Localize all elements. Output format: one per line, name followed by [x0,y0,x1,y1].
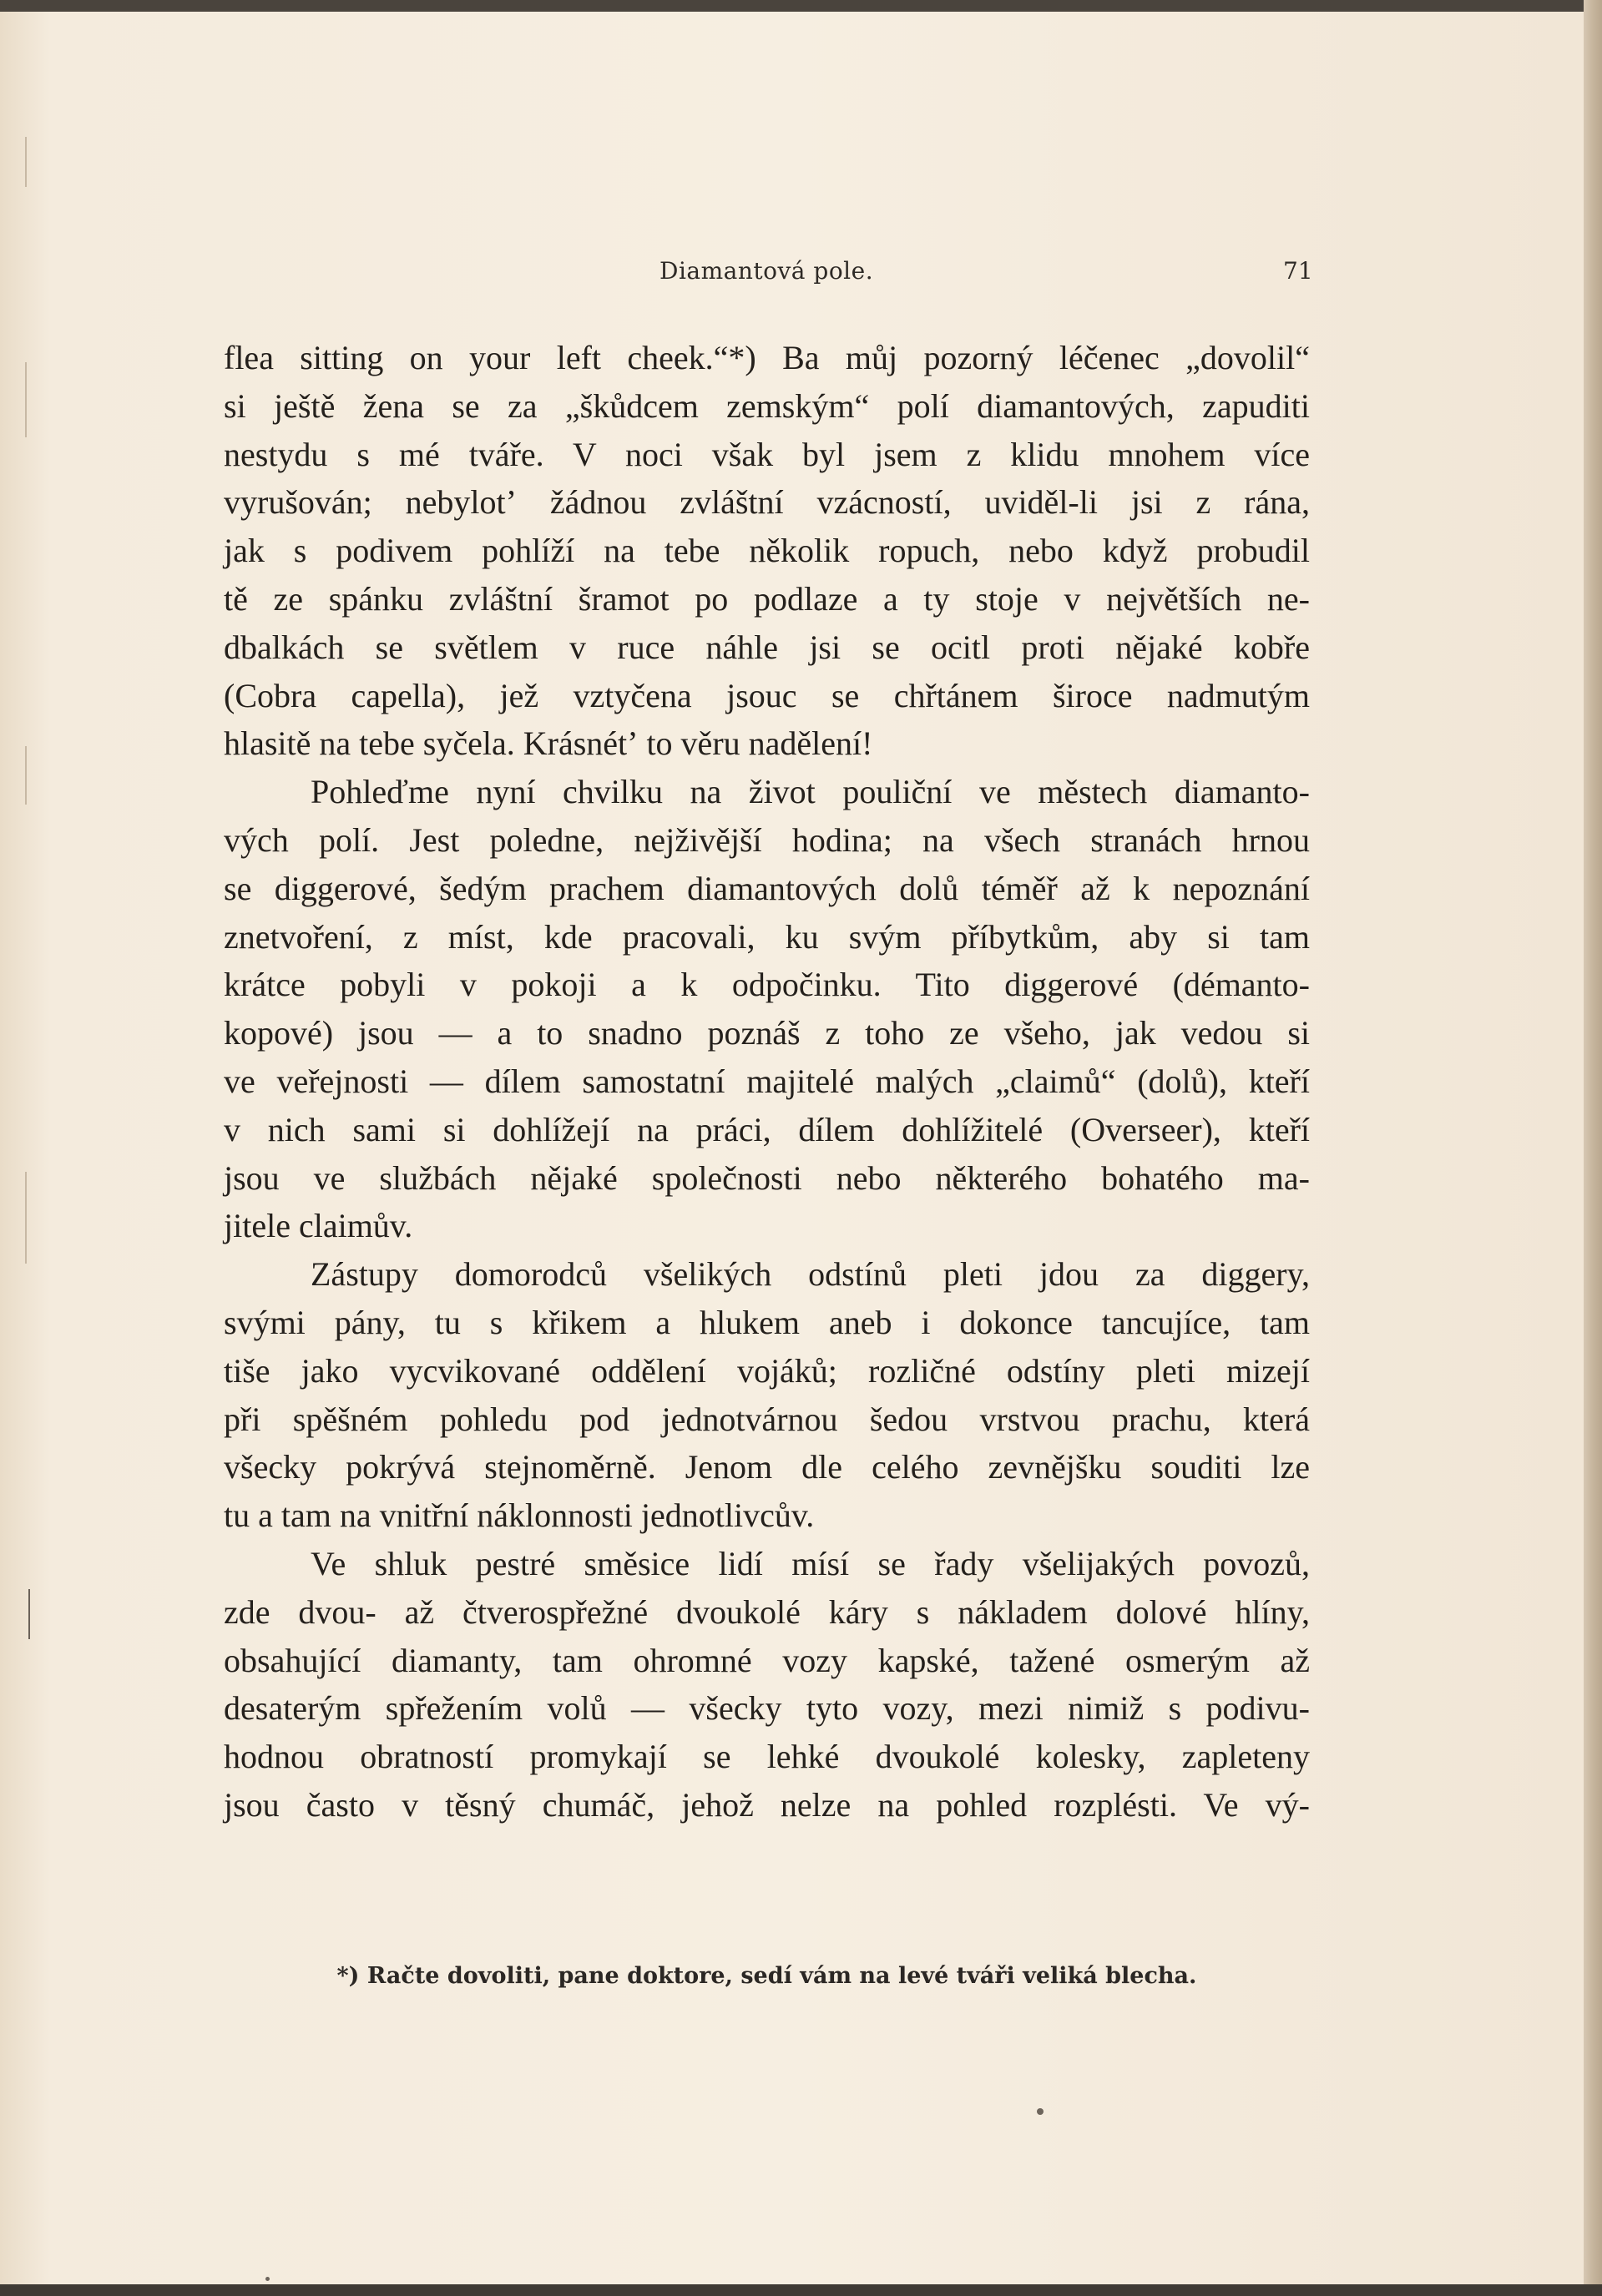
text-line: jsou často v těsný chumáč, jehož nelze na pohled rozplésti. Ve vý- [224,1785,1310,1824]
page-number: 71 [1283,257,1313,285]
text-line: Ve shluk pestré směsice lidí mísí se řady všelijakých povozů, [311,1544,1310,1582]
text-line: jsou ve službách nějaké společnosti nebo některého bohatého ma- [224,1158,1310,1197]
text-line: tě ze spánku zvláštní šramot po podlaze a ty stoje v největších ne- [224,579,1310,618]
scan-top-border [0,0,1602,12]
text-line: dbalkách se světlem v ruce náhle jsi se ocitl proti nějaké kobře [224,628,1310,666]
binding-mark [28,1589,30,1639]
text-line: svými pány, tu s křikem a hlukem aneb i dokonce tancujíce, tam [224,1303,1310,1341]
text-line: hlasitě na tebe syčela. Krásnétʼ to věru nadělení! [224,724,873,763]
text-line: znetvoření, z míst, kde pracovali, ku svým příbytkům, aby si tam [224,917,1310,956]
text-line: vyrušován; nebylotʼ žádnou zvláštní vzácností, uviděl-li jsi z rána, [224,483,1310,522]
scan-right-edge [1584,0,1602,2296]
text-line: se diggerové, šedým prachem diamantových dolů téměř až k nepoznání [224,869,1310,907]
text-line: nestydu s mé tváře. V noci však byl jsem z klidu mnohem více [224,435,1310,473]
running-header [224,257,1313,290]
text-line: všecky pokrývá stejnoměrně. Jenom dle celého zevnějšku souditi lze [224,1448,1310,1486]
text-line: vých polí. Jest poledne, nejživější hodina; na všech stranách hrnou [224,820,1310,859]
running-title: Diamantová pole. [659,257,874,285]
text-line: při spěšném pohledu pod jednotvárnou šedou vrstvou prachu, která [224,1400,1310,1438]
text-line: flea sitting on your left cheek.“*) Ba můj pozorný léčenec „dovolil“ [224,339,1310,376]
text-line: zde dvou- až čtverospřežné dvoukolé káry s nákladem dolové hlíny, [224,1592,1310,1631]
text-line: v nich sami si dohlížejí na práci, dílem dohlížitelé (Overseer), kteří [224,1110,1310,1148]
body-text [224,334,1310,1829]
text-line: Pohleďme nyní chvilku na život pouliční ve městech diamanto- [311,773,1310,811]
text-line: jitele claimův. [224,1207,413,1245]
ink-speck [1037,2108,1044,2115]
text-line: tiše jako vycvikované oddělení vojáků; rozličné odstíny pleti mizejí [224,1351,1310,1390]
text-line: hodnou obratností promykají se lehké dvoukolé kolesky, zapleteny [224,1738,1310,1776]
text-line: Zástupy domorodců všelikých odstínů pleti jdou za diggery, [311,1255,1310,1294]
ink-speck [265,2277,270,2281]
text-line: kopové) jsou — a to snadno poznáš z toho ze všeho, jak vedou si [224,1014,1310,1052]
binding-mark [25,1172,27,1264]
text-line: ve veřejnosti — dílem samostatní majitelé malých „claimů“ (dolů), kteří [224,1062,1310,1100]
scan-bottom-border [0,2284,1602,2296]
text-line: obsahující diamanty, tam ohromné vozy kapské, tažené osmerým až [224,1641,1310,1679]
binding-mark [25,362,27,437]
text-line: krátce pobyli v pokoji a k odpočinku. Tito diggerové (démanto- [224,966,1310,1004]
text-line: desaterým spřežením volů — všecky tyto vozy, mezi nimiž s podivu- [224,1689,1310,1728]
text-line: si ještě žena se za „škůdcem zemským“ polí diamantových, zapuditi [224,386,1310,425]
text-line: tu a tam na vnitřní náklonnosti jednotlivcův. [224,1496,815,1535]
binding-mark [25,137,27,187]
text-line: (Cobra capella), jež vztyčena jsouc se chřtánem široce nadmutým [224,676,1310,714]
binding-mark [25,746,27,805]
footnote: *) Račte dovoliti, pane doktore, sedí vám na levé tváři veliká blecha. [336,1963,1197,1989]
text-line: jak s podivem pohlíží na tebe několik ropuch, nebo když probudil [224,532,1310,570]
